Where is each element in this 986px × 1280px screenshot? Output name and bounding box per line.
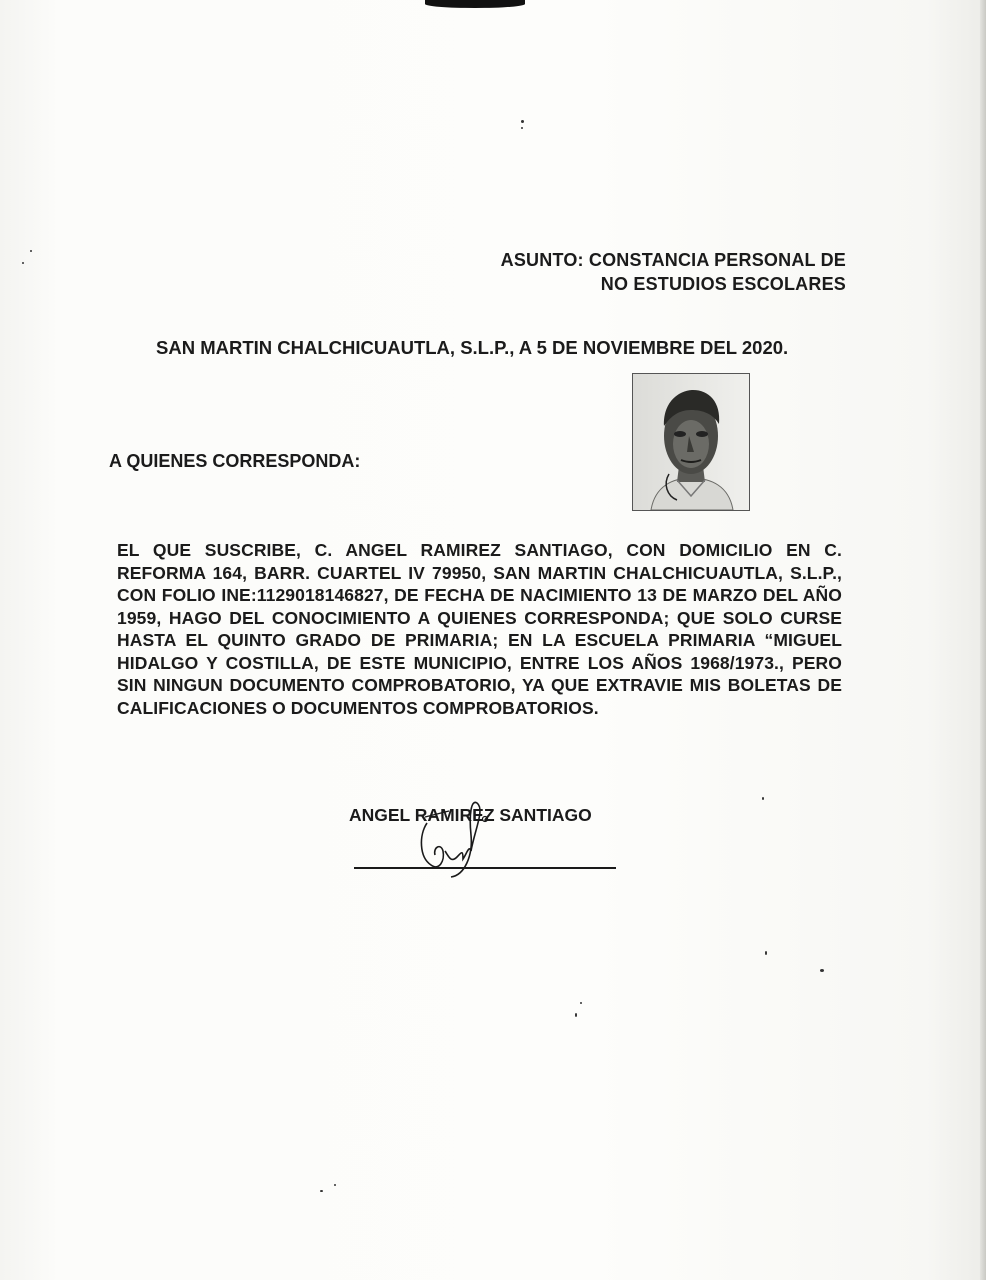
scan-speck bbox=[521, 127, 523, 129]
subject-line-2: NO ESTUDIOS ESCOLARES bbox=[600, 274, 846, 294]
scan-speck bbox=[320, 1190, 323, 1192]
scan-speck bbox=[575, 1013, 577, 1017]
greeting: A QUIENES CORRESPONDA: bbox=[109, 451, 361, 471]
place-and-date: SAN MARTIN CHALCHICUAUTLA, S.L.P., A 5 DE NOVIEMBRE DEL 2020. bbox=[156, 337, 789, 358]
scan-speck bbox=[30, 250, 32, 252]
portrait-image bbox=[633, 374, 749, 510]
id-photo bbox=[632, 373, 750, 511]
subject-heading bbox=[501, 248, 846, 296]
scan-speck bbox=[820, 969, 824, 972]
scan-speck bbox=[765, 951, 767, 955]
scan-binding-mark bbox=[425, 0, 525, 8]
page-edge-shadow bbox=[980, 0, 986, 1280]
handwritten-signature bbox=[405, 795, 495, 885]
body-paragraph: EL QUE SUSCRIBE, C. ANGEL RAMIREZ SANTIAGO, CON DOMICILIO EN C. REFORMA 164, BARR. CUARTEL IV 79950, SAN MARTIN CHALCHICUAUTLA, S.L.P., CON FOLIO INE:1129018146827, DE FECHA DE NACIMIENTO 13 DE MARZO DEL AÑO 1959, HAGO DEL CONOCIMIENTO A QUIENES CORRESPONDA; QUE SOLO CURSE HASTA EL QUINTO GRADO DE PRIMARIA; EN LA ESCUELA PRIMARIA “MIGUEL HIDALGO Y COSTILLA, DE ESTE MUNICIPIO, ENTRE LOS AÑOS 1968/1973., PERO SIN NINGUN DOCUMENTO COMPROBATORIO, YA QUE EXTRAVIE MIS BOLETAS DE CALIFICACIONES O DOCUMENTOS COMPROBATORIOS. bbox=[117, 540, 842, 718]
scan-speck bbox=[762, 797, 764, 800]
scan-speck bbox=[22, 262, 24, 264]
scan-speck bbox=[334, 1184, 336, 1186]
subject-line-1: ASUNTO: CONSTANCIA PERSONAL DE bbox=[500, 250, 846, 270]
scan-speck bbox=[521, 120, 524, 123]
signer-name: ANGEL RAMIREZ SANTIAGO bbox=[349, 805, 592, 825]
scan-speck bbox=[580, 1002, 582, 1004]
